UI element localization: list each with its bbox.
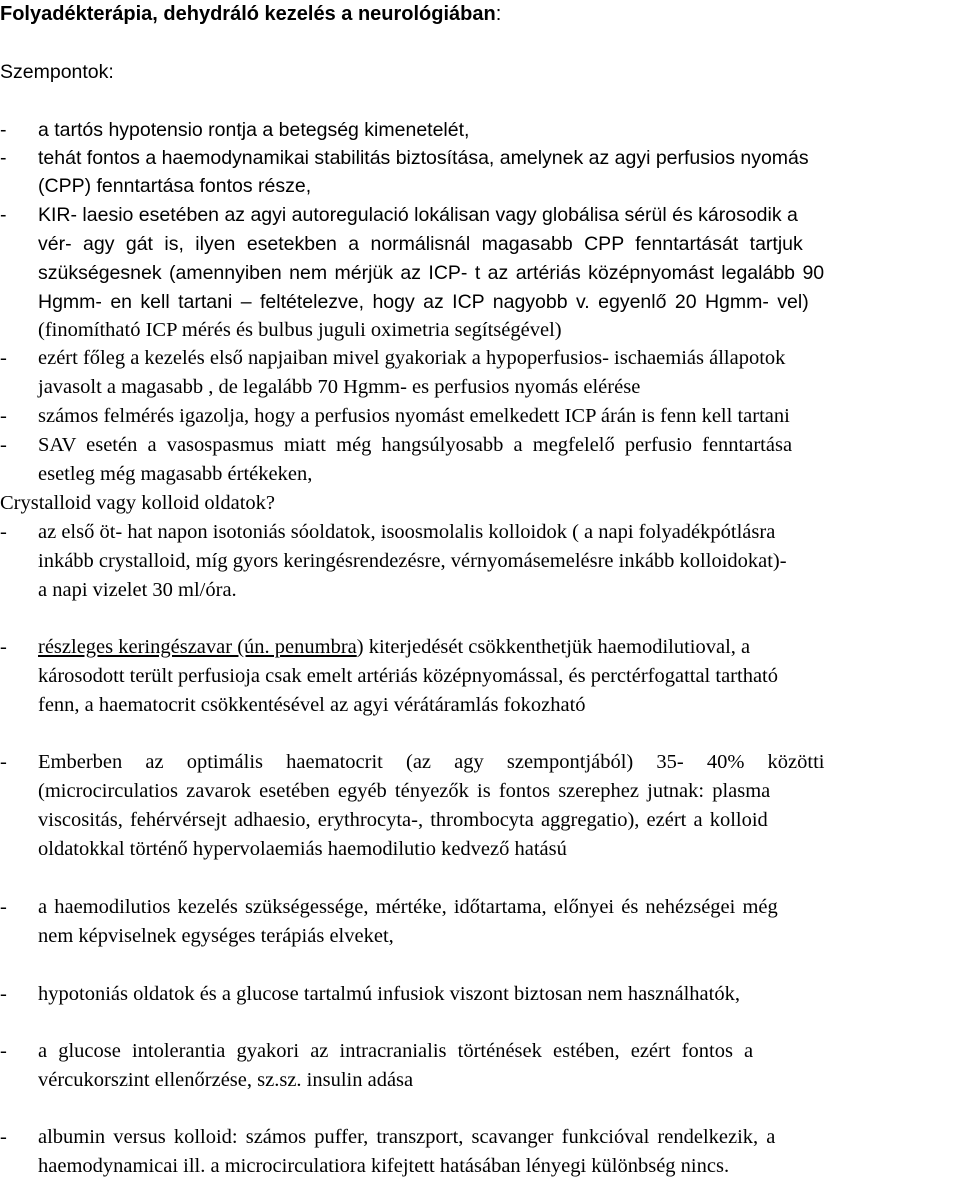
dash-bullet: - [0, 434, 7, 456]
continuation-text: haemodynamicai ill. a microcirculatiora kifejtett hatásában lényegi különbség nincs. [38, 1155, 730, 1177]
list-item-text: albumin versus kolloid: számos puffer, transzport, scavanger funkcióval rendelkezik, a [38, 1126, 776, 1148]
continuation-text: (microcirculatios zavarok esetében egyéb tényezők is fontos szerephez jutnak: plasma [38, 780, 771, 802]
crystalloid-heading: Crystalloid vagy kolloid oldatok? [0, 492, 276, 514]
continuation-text: fenn, a haematocrit csökkentésével az agyi vérátáramlás fokozható [38, 694, 586, 716]
continuation-text: javasolt a magasabb , de legalább 70 Hgmm- es perfusios nyomás elérése [38, 376, 641, 398]
title-text: Folyadékterápia, dehydráló kezelés a neurológiában [0, 3, 496, 25]
dash-bullet: - [0, 636, 7, 658]
continuation-text: vércukorszint ellenőrzése, sz.sz. insulin adása [38, 1069, 414, 1091]
continuation-text: esetleg még magasabb értékeken, [38, 463, 313, 485]
continuation-text: oldatokkal történő hypervolaemiás haemodilutio kedvező hatású [38, 838, 567, 860]
list-item-text: KIR- laesio esetében az agyi autoregulació lokálisan vagy globálisa sérül és károsodik a [38, 204, 798, 226]
dash-bullet: - [0, 347, 7, 369]
continuation-text: vér- agy gát is, ilyen esetekben a normálisnál magasabb CPP fenntartását tartjuk [38, 233, 803, 255]
list-item-text [38, 633, 750, 661]
continuation-text: (finomítható ICP mérés és bulbus juguli oximetria segítségével) [38, 319, 562, 341]
dash-bullet: - [0, 983, 7, 1005]
dash-bullet: - [0, 147, 7, 169]
list-item-text: tehát fontos a haemodynamikai stabilitás biztosítása, amelynek az agyi perfusios nyomás [38, 147, 809, 169]
continuation-text: károsodott terült perfusioja csak emelt artériás középnyomással, és perctérfogattal tartható [38, 665, 778, 687]
szempontok-heading: Szempontok: [0, 61, 114, 83]
dash-bullet: - [0, 521, 7, 543]
continuation-text: Hgmm- en kell tartani – feltételezve, hogy az ICP nagyobb v. egyenlő 20 Hgmm- vel) [38, 291, 809, 313]
list-item-text-rest: ) kiterjedését csökkenthetjük haemodilutioval, a [356, 636, 751, 658]
list-item-text: ezért főleg a kezelés első napjaiban mivel gyakoriak a hypoperfusios- ischaemiás állapotok [38, 347, 786, 369]
title-colon: : [495, 3, 502, 25]
list-item-text: SAV esetén a vasospasmus miatt még hangsúlyosabb a megfelelő perfusio fenntartása [38, 434, 793, 456]
list-item-text: a tartós hypotensio rontja a betegség kimenetelét, [38, 119, 470, 141]
dash-bullet: - [0, 1126, 7, 1148]
dash-bullet: - [0, 1040, 7, 1062]
list-item-text: a glucose intolerantia gyakori az intracranialis történések estében, ezért fontos a [38, 1040, 754, 1062]
continuation-text: nem képviselnek egységes terápiás elveket, [38, 925, 394, 947]
dash-bullet: - [0, 405, 7, 427]
page-title [0, 0, 501, 28]
list-item-text: Emberben az optimális haematocrit (az agy szempontjából) 35- 40% közötti [38, 751, 825, 773]
dash-bullet: - [0, 896, 7, 918]
dash-bullet: - [0, 119, 7, 141]
continuation-text: inkább crystalloid, míg gyors keringésrendezésre, vérnyomásemelésre inkább kolloidokat)- [38, 550, 787, 572]
list-item-text: hypotoniás oldatok és a glucose tartalmú infusiok viszont biztosan nem használhatók, [38, 983, 740, 1005]
continuation-text: viscositás, fehérvérsejt adhaesio, erythrocyta-, thrombocyta aggregatio), ezért a kolloid [38, 809, 768, 831]
dash-bullet: - [0, 751, 7, 773]
continuation-text: szükségesnek (amennyiben nem mérjük az ICP- t az artériás középnyomást legalább 90 [38, 262, 825, 284]
list-item-text: számos felmérés igazolja, hogy a perfusios nyomást emelkedett ICP árán is fenn kell tartani [38, 405, 790, 427]
list-item-text: a haemodilutios kezelés szükségessége, mértéke, időtartama, előnyei és nehézségei még [38, 896, 778, 918]
list-item-text: az első öt- hat napon isotoniás sóoldatok, isoosmolalis kolloidok ( a napi folyadékpótlásra [38, 521, 776, 543]
dash-bullet: - [0, 204, 7, 226]
penumbra-underlined: részleges keringészavar (ún. penumbra [38, 636, 357, 658]
continuation-text: a napi vizelet 30 ml/óra. [38, 579, 237, 601]
continuation-text: (CPP) fenntartása fontos része, [38, 175, 312, 197]
